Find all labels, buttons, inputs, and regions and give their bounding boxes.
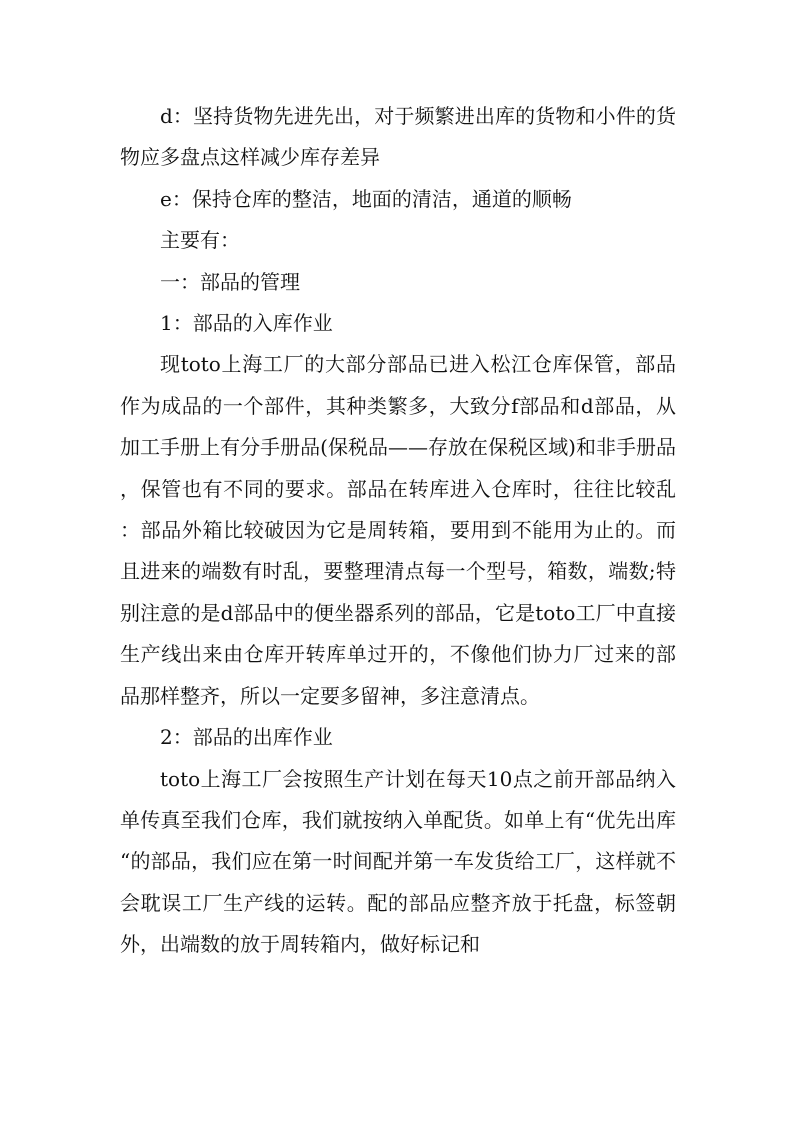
heading-parts-outbound: 2：部品的出库作业 [160, 725, 333, 750]
paragraph-warehouse-clean: e：保持仓库的整洁，地面的清洁，通道的顺畅 [160, 186, 572, 211]
document-body [120, 96, 676, 966]
heading-parts-management: 一：部品的管理 [160, 269, 300, 294]
paragraph-parts-inbound: 现toto上海工厂的大部分部品已进入松江仓库保管，部品作为成品的一个部件，其种类繁多，大致分f部品和d部品，从加工手册上有分手册品(保税品——存放在保税区域)和非手册品，保管也有不同的要求。部品在转库进入仓库时，往往比较乱：部品外箱比较破因为它是周转箱，要用到不能用为止的。而且进来的端数有时乱，要整理清点每一个型号，箱数，端数;特别注意的是d部品中的便坐器系列的部品，它是toto工厂中直接生产线出来由仓库开转库单过开的，不像他们协力厂过来的部品那样整齐，所以一定要多留神，多注意清点。 [120, 352, 676, 708]
heading-parts-inbound: 1：部品的入库作业 [160, 311, 333, 336]
paragraph-inventory-fifo: d：坚持货物先进先出，对于频繁进出库的货物和小件的货物应多盘点这样减少库存差异 [120, 104, 676, 170]
paragraph-parts-outbound: toto上海工厂会按照生产计划在每天10点之前开部品纳入单传真至我们仓库，我们就按纳入单配货。如单上有“优先出库“的部品，我们应在第一时间配并第一车发货给工厂，这样就不会耽误工厂生产线的运转。配的部品应整齐放于托盘，标签朝外，出端数的放于周转箱内，做好标记和 [120, 766, 676, 957]
heading-main-items: 主要有： [160, 228, 240, 253]
